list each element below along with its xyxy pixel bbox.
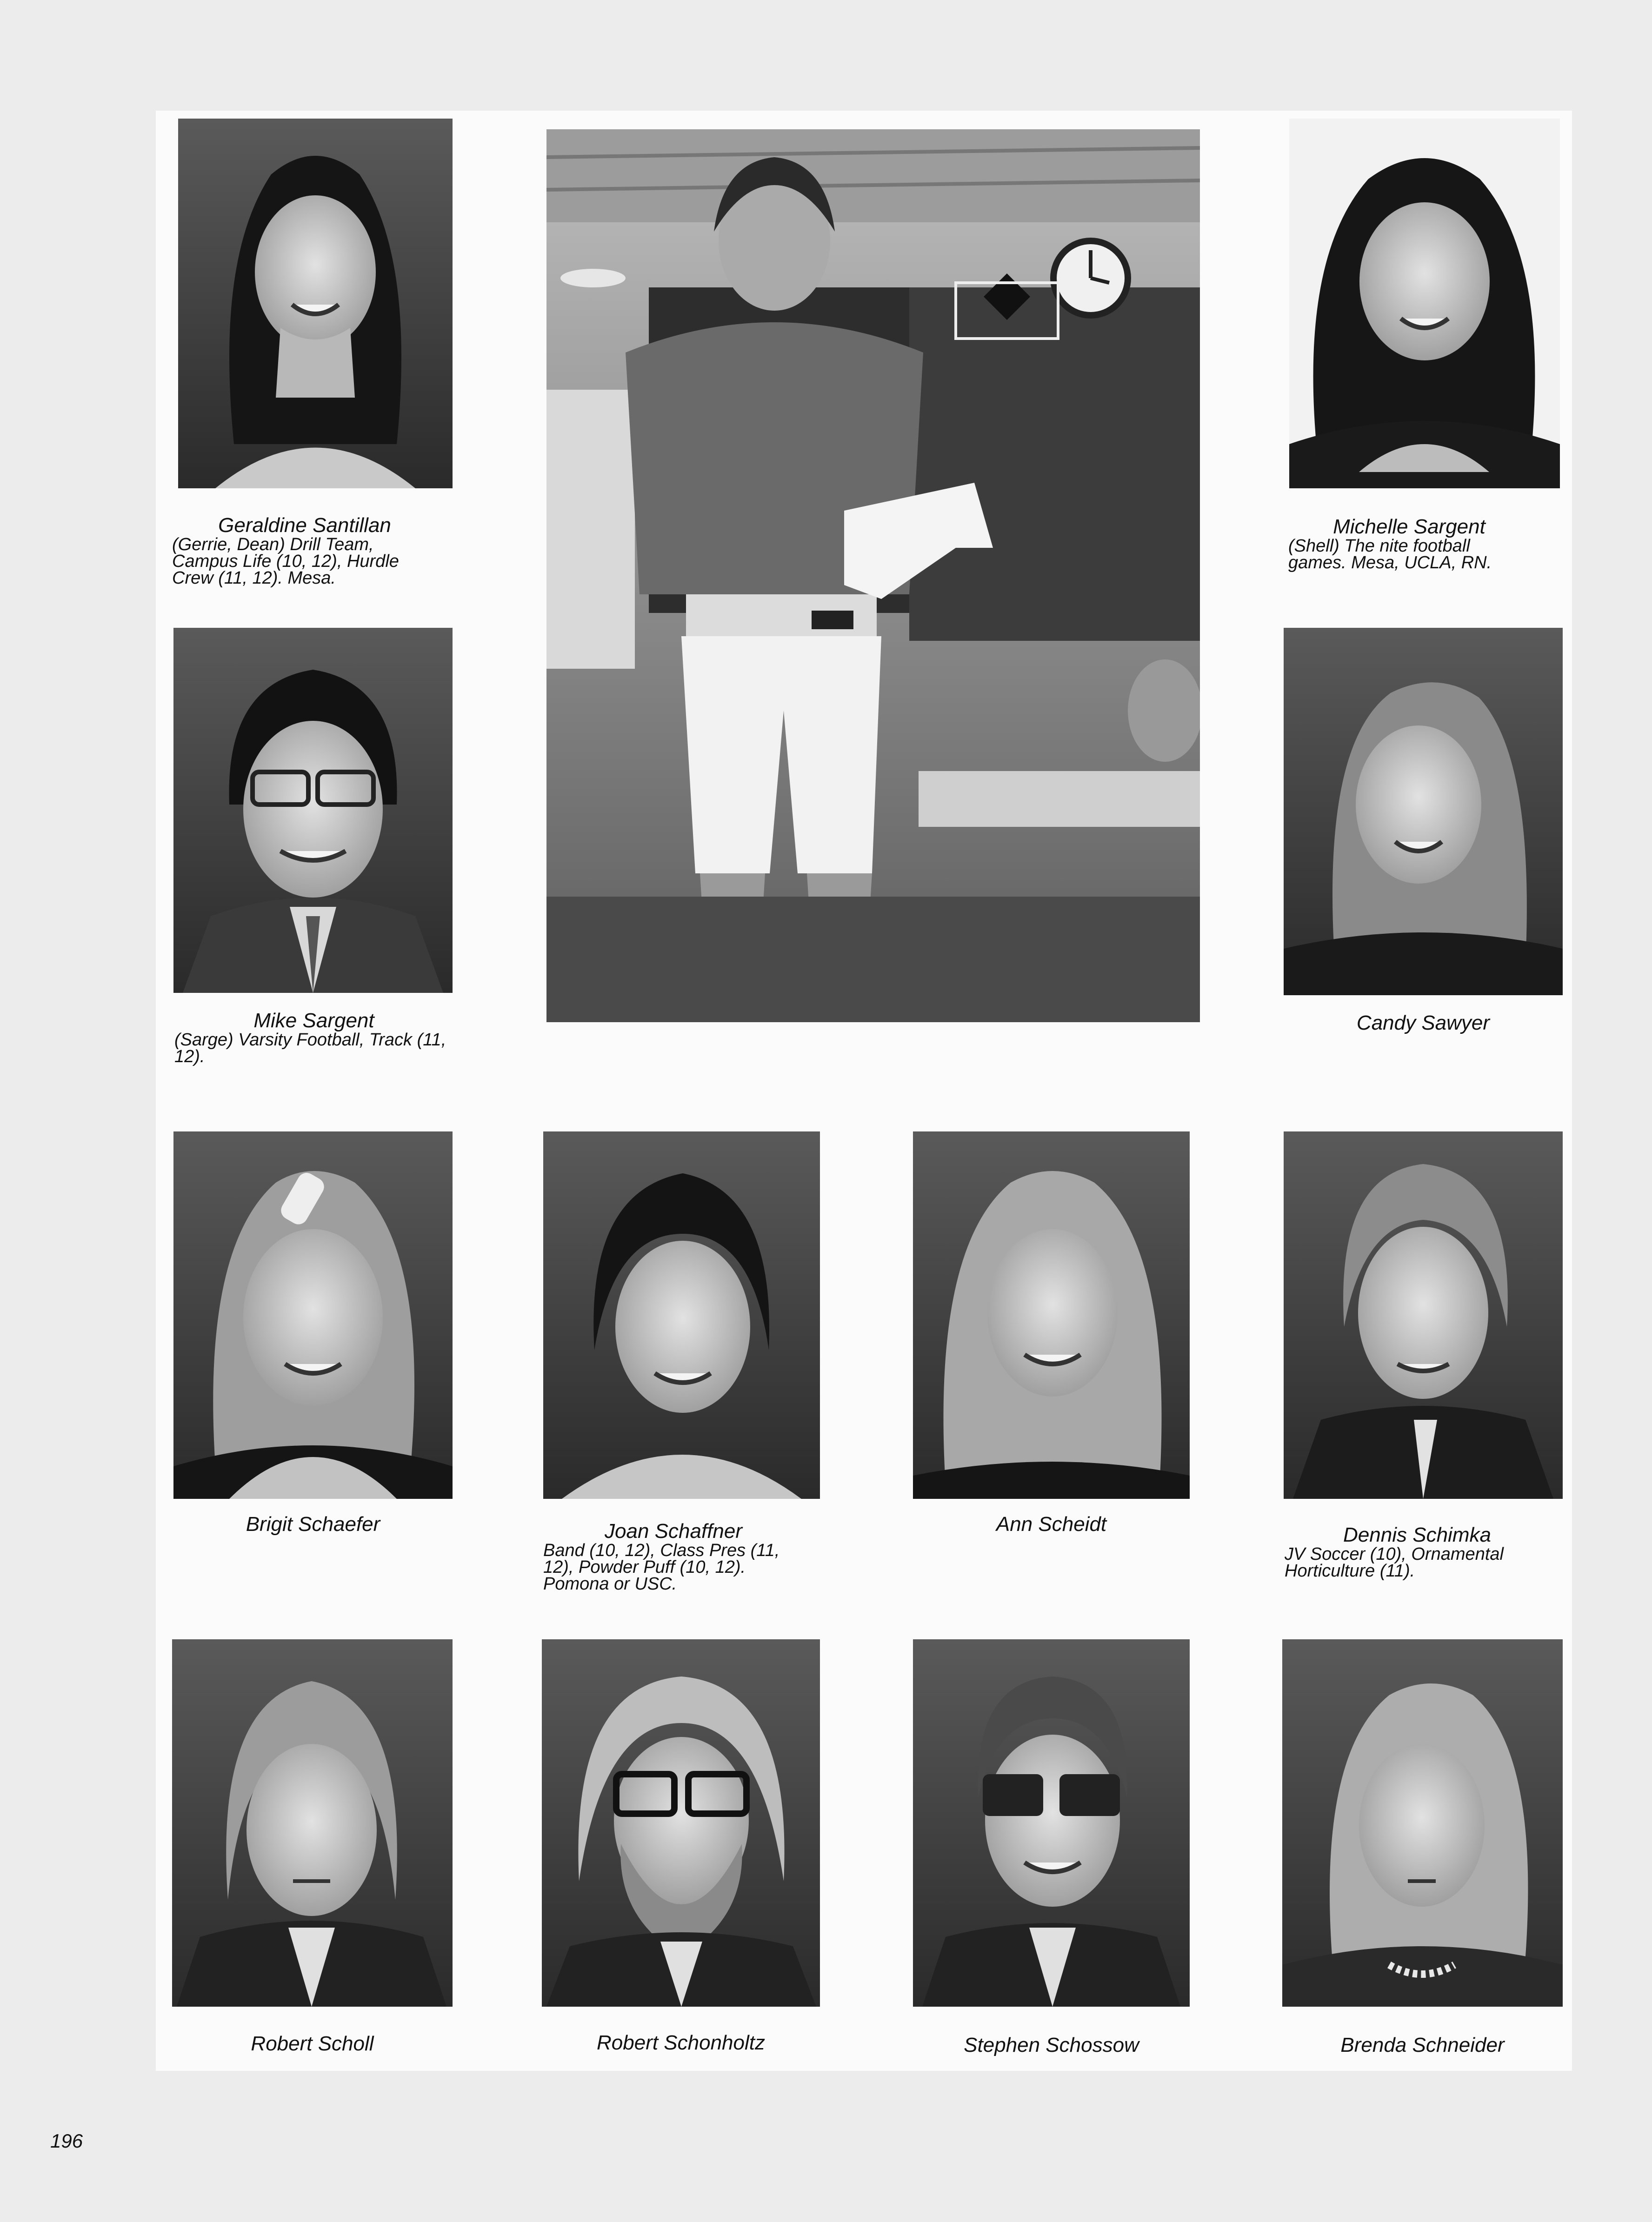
caption-dennis-schimka xyxy=(1285,1524,1550,1579)
portrait-candy-sawyer xyxy=(1284,628,1563,995)
caption-ann-scheidt xyxy=(913,1514,1190,1535)
caption-robert-schonholtz xyxy=(542,2032,820,2054)
student-detail: JV Soccer (10), Ornamental Horticulture (11). xyxy=(1285,1544,1504,1581)
student-name: Dennis Schimka xyxy=(1343,1523,1491,1546)
caption-joan-schaffner xyxy=(543,1521,804,1592)
caption-michelle-sargent xyxy=(1288,516,1530,571)
student-detail: (Gerrie, Dean) Drill Team, Campus Life (10, 12), Hurdle Crew (11, 12). Mesa. xyxy=(172,535,399,588)
caption-geraldine-santillan xyxy=(172,515,433,586)
caption-stephen-schossow xyxy=(913,2035,1190,2056)
caption-mike-sargent xyxy=(174,1010,453,1065)
caption-candy-sawyer xyxy=(1284,1012,1563,1034)
portrait-mike-sargent xyxy=(173,628,453,993)
portrait-michelle-sargent xyxy=(1289,119,1560,488)
candid-teacher-photo xyxy=(546,129,1200,1022)
student-name: Stephen Schossow xyxy=(964,2034,1139,2056)
student-detail: (Shell) The nite football games. Mesa, UCLA, RN. xyxy=(1288,536,1492,572)
portrait-stephen-schossow xyxy=(913,1639,1190,2007)
student-name: Michelle Sargent xyxy=(1333,515,1485,538)
student-name: Brigit Schaefer xyxy=(246,1513,380,1536)
caption-brigit-schaefer xyxy=(173,1514,453,1535)
portrait-brenda-schneider xyxy=(1282,1639,1563,2007)
student-name: Robert Scholl xyxy=(251,2032,374,2055)
caption-robert-scholl xyxy=(172,2033,453,2055)
student-name: Candy Sawyer xyxy=(1356,1011,1490,1034)
student-name: Joan Schaffner xyxy=(605,1520,742,1543)
portrait-dennis-schimka xyxy=(1284,1131,1563,1499)
portrait-robert-schonholtz xyxy=(542,1639,820,2007)
student-detail: (Sarge) Varsity Football, Track (11, 12). xyxy=(174,1030,446,1066)
student-name: Mike Sargent xyxy=(253,1009,374,1032)
portrait-brigit-schaefer xyxy=(173,1131,453,1499)
portrait-joan-schaffner xyxy=(543,1131,820,1499)
student-name: Brenda Schneider xyxy=(1340,2034,1505,2056)
portrait-geraldine-santillan xyxy=(178,119,453,488)
student-name: Robert Schonholtz xyxy=(597,2031,765,2054)
portrait-ann-scheidt xyxy=(913,1131,1190,1499)
student-name: Geraldine Santillan xyxy=(218,514,391,537)
student-detail: Band (10, 12), Class Pres (11, 12), Powder Puff (10, 12). Pomona or USC. xyxy=(543,1541,780,1594)
portrait-robert-scholl xyxy=(172,1639,453,2007)
page-number: 196 xyxy=(50,2130,83,2152)
caption-brenda-schneider xyxy=(1282,2035,1563,2056)
student-name: Ann Scheidt xyxy=(996,1513,1107,1536)
